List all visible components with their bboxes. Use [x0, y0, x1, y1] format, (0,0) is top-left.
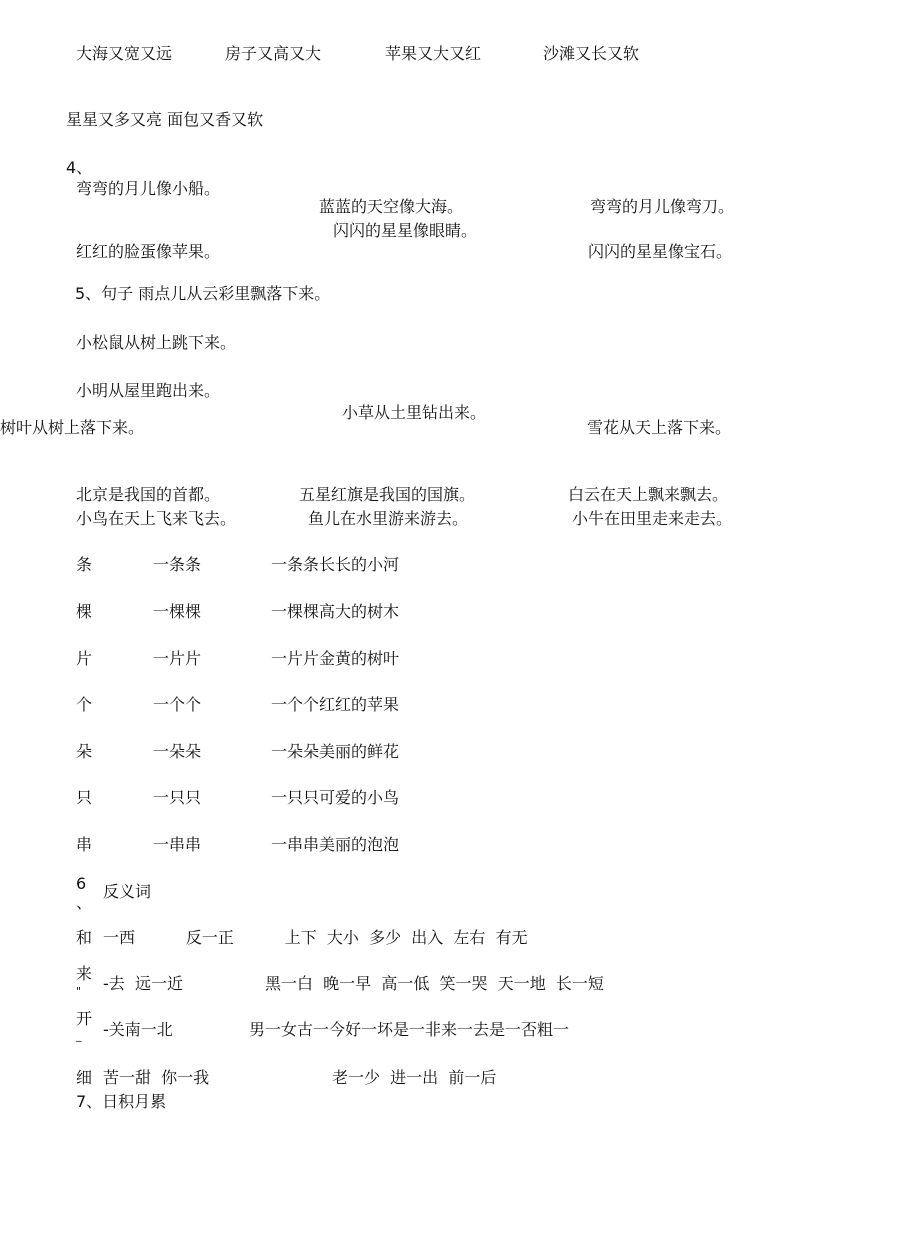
sentence-11: 小牛在田里走来走去。: [572, 509, 733, 528]
sentence-1: 小松鼠从树上跳下来。: [76, 333, 237, 352]
phrase-row-2: 星星又多又亮 面包又香又软: [66, 110, 264, 129]
measure-repeat: 一个个: [153, 695, 202, 714]
measure-repeat: 一片片: [153, 649, 202, 668]
measure-repeat: 一棵棵: [153, 602, 202, 621]
sentence-9: 小鸟在天上飞来飞去。: [76, 509, 237, 528]
measure-repeat: 一条条: [153, 555, 202, 574]
measure-word: 个: [76, 695, 93, 714]
measure-word: 串: [76, 835, 93, 854]
simile-5: 红红的脸蛋像苹果。: [76, 242, 221, 261]
sentence-2: 小明从屋里跑出来。: [76, 381, 221, 400]
antonym-row-3b: 男一女古一今好一坏是一非来一去是一否粗一: [249, 1020, 570, 1039]
sentence-4: 树叶从树上落下来。: [0, 418, 145, 437]
measure-word: 条: [76, 555, 93, 574]
section-6-mark: 、: [76, 893, 93, 912]
phrase-3: 苹果又大又红: [385, 44, 482, 63]
antonym-row-2a: -去 远一近: [103, 974, 183, 993]
simile-6: 闪闪的星星像宝石。: [588, 242, 733, 261]
phrase-4: 沙滩又长又软: [543, 44, 640, 63]
sentence-6: 北京是我国的首都。: [76, 485, 221, 504]
section-6-number: 6: [76, 874, 87, 893]
measure-phrase: 一个个红红的苹果: [271, 695, 400, 714]
measure-word: 棵: [76, 602, 93, 621]
measure-repeat: 一朵朵: [153, 742, 202, 761]
antonym-row-4a: 苦一甜 你一我: [103, 1068, 210, 1087]
side-char: 开: [76, 1009, 93, 1028]
sentence-5: 雪花从天上落下来。: [587, 418, 732, 437]
antonym-row-2b: 黑一白 晚一早 高一低 笑一哭 天一地 长一短: [265, 974, 604, 993]
side-mark: _: [76, 1029, 82, 1042]
simile-4: 闪闪的星星像眼睛。: [333, 221, 478, 240]
sentence-3: 小草从土里钻出来。: [342, 403, 487, 422]
phrase-2: 房子又高又大: [225, 44, 322, 63]
side-mark: ": [76, 985, 82, 998]
section-4-number: 4、: [66, 158, 93, 177]
side-char: 和: [76, 928, 93, 947]
sentence-10: 鱼儿在水里游来游去。: [308, 509, 469, 528]
measure-phrase: 一棵棵高大的树木: [271, 602, 400, 621]
sentence-8: 白云在天上飘来飘去。: [568, 485, 729, 504]
side-char: 来: [76, 964, 93, 983]
section-5-header: 5、句子 雨点儿从云彩里飘落下来。: [75, 284, 331, 303]
section-6-title: 反义词: [103, 882, 152, 901]
section-7-title: 7、日积月累: [76, 1092, 167, 1111]
measure-repeat: 一串串: [153, 835, 202, 854]
measure-phrase: 一片片金黄的树叶: [271, 649, 400, 668]
antonym-row-4b: 老一少 进一出 前一后: [332, 1068, 497, 1087]
measure-word: 片: [76, 649, 93, 668]
simile-1: 弯弯的月儿像小船。: [76, 179, 221, 198]
sentence-7: 五星红旗是我国的国旗。: [299, 485, 476, 504]
simile-2: 蓝蓝的天空像大海。: [319, 197, 464, 216]
measure-word: 朵: [76, 742, 93, 761]
simile-3: 弯弯的月儿像弯刀。: [590, 197, 735, 216]
measure-phrase: 一朵朵美丽的鲜花: [271, 742, 400, 761]
phrase-1: 大海又宽又远: [76, 44, 173, 63]
side-char: 细: [76, 1068, 93, 1087]
antonym-row-1: 一西 反一正 上下 大小 多少 出入 左右 有无: [103, 928, 528, 947]
antonym-row-3a: -关南一北: [103, 1020, 173, 1039]
measure-word: 只: [76, 788, 93, 807]
measure-phrase: 一只只可爱的小鸟: [271, 788, 400, 807]
measure-phrase: 一串串美丽的泡泡: [271, 835, 400, 854]
measure-repeat: 一只只: [153, 788, 202, 807]
measure-phrase: 一条条长长的小河: [271, 555, 400, 574]
